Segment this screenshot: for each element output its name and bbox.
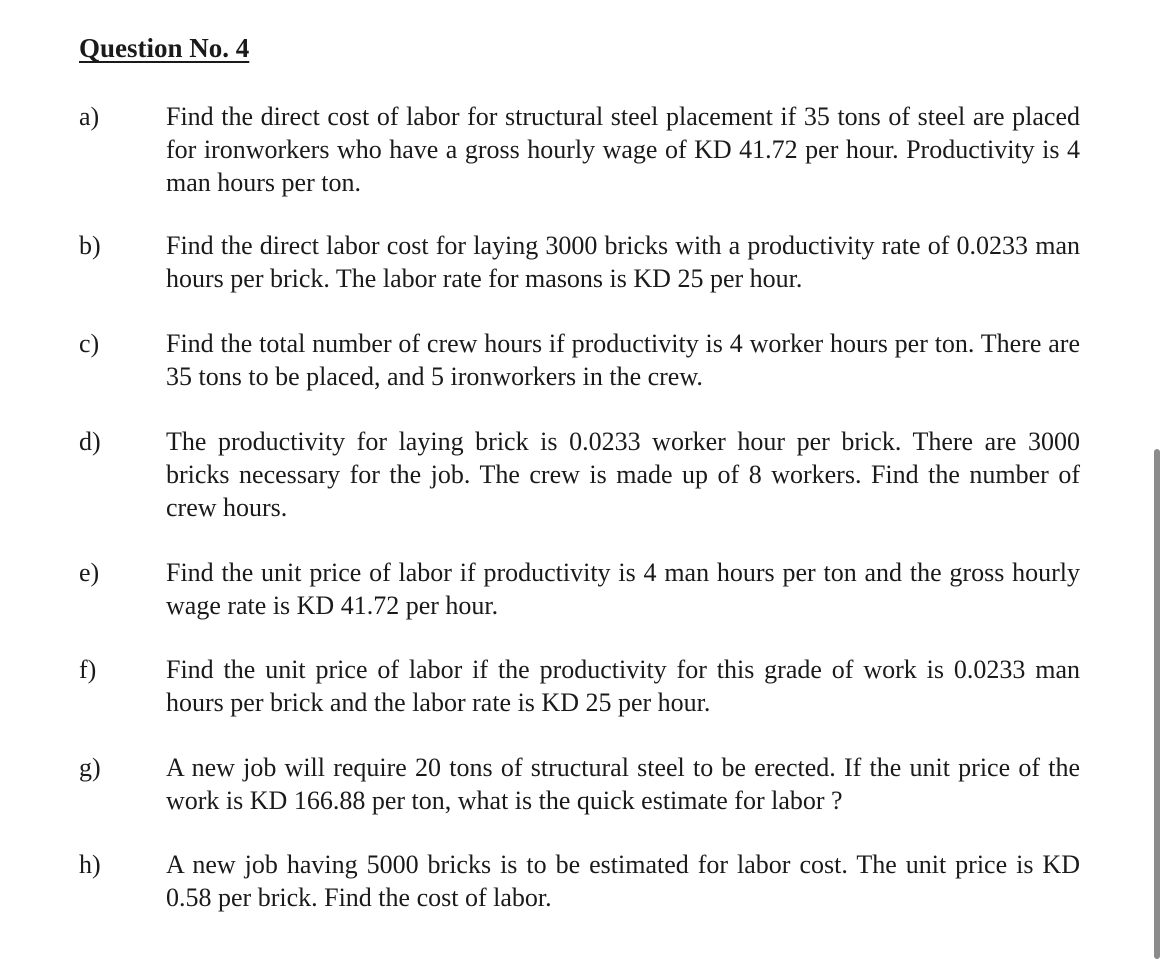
question-text: A new job will require 20 tons of structural steel to be erected. If the unit price of the work is KD 166.88 per ton, what is the quick estimate for labor ? bbox=[166, 753, 1080, 815]
question-label: h) bbox=[79, 850, 101, 879]
question-text: A new job having 5000 bricks is to be estimated for labor cost. The unit price is KD 0.58 per brick. Find the cost of labor. bbox=[166, 850, 1080, 912]
question-label: a) bbox=[79, 102, 100, 131]
question-label: e) bbox=[79, 558, 100, 587]
page-title: Question No. 4 bbox=[79, 33, 250, 63]
question-text: Find the direct cost of labor for structural steel placement if 35 tons of steel are placed for ironworkers who have a gross hourly wage of KD 41.72 per hour. Productivity is 4 man hours per ton. bbox=[166, 102, 1080, 197]
question-text: Find the unit price of labor if the productivity for this grade of work is 0.0233 man hours per brick and the labor rate is KD 25 per hour. bbox=[166, 655, 1080, 717]
question-label: c) bbox=[79, 329, 100, 358]
question-label: f) bbox=[79, 655, 97, 684]
question-label: b) bbox=[79, 231, 101, 260]
vertical-scrollbar[interactable] bbox=[1154, 449, 1160, 959]
question-label: g) bbox=[79, 753, 101, 782]
question-text: Find the unit price of labor if productivity is 4 man hours per ton and the gross hourly wage rate is KD 41.72 per hour. bbox=[166, 558, 1080, 620]
question-label: d) bbox=[79, 427, 101, 456]
question-text: Find the total number of crew hours if productivity is 4 worker hours per ton. There are 35 tons to be placed, and 5 ironworkers in the crew. bbox=[166, 329, 1080, 391]
question-text: The productivity for laying brick is 0.0233 worker hour per brick. There are 3000 bricks necessary for the job. The crew is made up of 8 workers. Find the number of crew hours. bbox=[166, 427, 1080, 522]
question-text: Find the direct labor cost for laying 3000 bricks with a productivity rate of 0.0233 man hours per brick. The labor rate for masons is KD 25 per hour. bbox=[166, 231, 1080, 293]
